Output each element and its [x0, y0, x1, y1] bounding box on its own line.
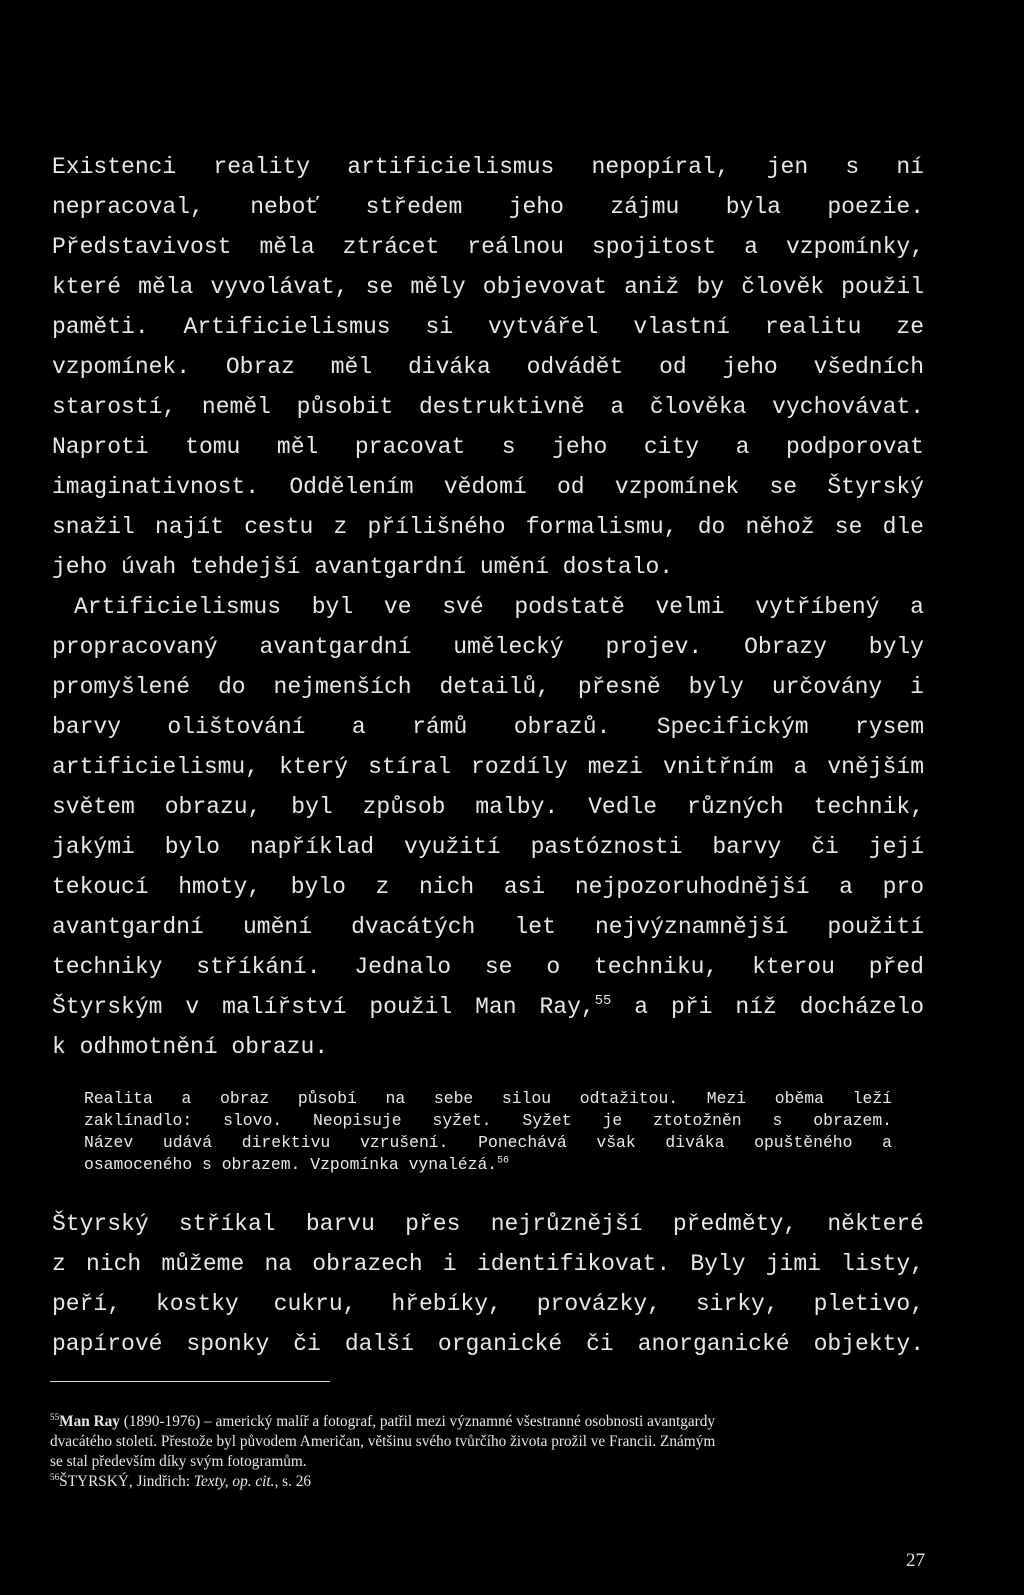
- body-line-text: a při níž docházelo: [611, 994, 924, 1020]
- body-line: které měla vyvolávat, se měly objevovat aniž by člověk použil: [52, 274, 924, 300]
- footnote-separator: [50, 1381, 330, 1382]
- body-line: papírové sponky či další organické či anorganické objekty.: [52, 1331, 924, 1357]
- body-line: Štyrský stříkal barvu přes nejrůznější předměty, některé: [52, 1211, 924, 1237]
- footnote-page: , s. 26: [274, 1473, 312, 1490]
- body-line: vzpomínek. Obraz měl diváka odvádět od jeho všedních: [52, 354, 924, 380]
- body-line: jeho úvah tehdejší avantgardní umění dostalo.: [52, 554, 674, 580]
- footnote-55-line-3: se stal především díky svým fotogramům.: [50, 1453, 307, 1470]
- footnote-number: 56: [50, 1472, 60, 1483]
- body-line: Artificielismus byl ve své podstatě velmi vytříbený a: [74, 594, 924, 620]
- footnote-55-line-2: dvacátého století. Přestože byl původem Američan, většinu svého tvůrčího života prožil ve Francii. Známým: [50, 1433, 716, 1450]
- body-line: paměti. Artificielismus si vytvářel vlastní realitu ze: [52, 314, 924, 340]
- body-line: Existenci reality artificielismus nepopíral, jen s ní: [52, 154, 924, 180]
- body-line: tekoucí hmoty, bylo z nich asi nejpozoruhodnější a pro: [52, 874, 924, 900]
- footnote-author: ŠTYRSKÝ, Jindřich:: [59, 1473, 194, 1490]
- footnote-name: Man Ray: [59, 1413, 120, 1430]
- body-line: nepracoval, neboť středem jeho zájmu byla poezie.: [52, 194, 924, 220]
- quote-line: Realita a obraz působí na sebe silou odtažitou. Mezi oběma leží: [84, 1089, 892, 1108]
- body-line: techniky stříkání. Jednalo se o techniku, kterou před: [52, 954, 924, 980]
- body-line: Představivost měla ztrácet reálnou spojitost a vzpomínky,: [52, 234, 924, 260]
- footnote-number: 55: [50, 1412, 60, 1423]
- body-line: peří, kostky cukru, hřebíky, provázky, sirky, pletivo,: [52, 1291, 924, 1317]
- body-line-text: Štyrským v malířství použil Man Ray,: [52, 994, 595, 1020]
- footnote-text: (1890-1976) – americký malíř a fotograf, patřil mezi významné všestranné osobnosti avantgardy: [119, 1413, 716, 1430]
- body-line: starostí, neměl působit destruktivně a člověka vychovávat.: [52, 394, 924, 420]
- footnote-title: Texty, op. cit.: [193, 1473, 275, 1490]
- body-line: imaginativnost. Oddělením vědomí od vzpomínek se Štyrský: [52, 474, 924, 500]
- body-line: snažil najít cestu z přílišného formalismu, do něhož se dle: [52, 514, 924, 540]
- quote-line-text: osamoceného s obrazem. Vzpomínka vynalézá.: [84, 1155, 498, 1174]
- body-line: jakými bylo například využití pastóznosti barvy či její: [52, 834, 924, 860]
- quote-line: Název udává direktivu vzrušení. Ponechává však diváka opuštěného a: [84, 1133, 892, 1152]
- quote-line: [84, 1154, 892, 1176]
- body-line: artificielismu, který stíral rozdíly mezi vnitřním a vnějším: [52, 754, 924, 780]
- page-number: 27: [906, 1550, 925, 1571]
- footnote-56: [50, 1472, 925, 1491]
- footnote-ref-56: 56: [497, 1154, 509, 1166]
- body-line: světem obrazu, byl způsob malby. Vedle různých technik,: [52, 794, 924, 820]
- body-line: promyšlené do nejmenších detailů, přesně byly určovány i: [52, 674, 924, 700]
- body-line-with-footnote-ref: [52, 992, 924, 1022]
- body-line: k odhmotnění obrazu.: [52, 1034, 329, 1060]
- body-line: avantgardní umění dvacátých let nejvýznamnější použití: [52, 914, 924, 940]
- body-line: barvy olištování a rámů obrazů. Specifickým rysem: [52, 714, 924, 740]
- body-line: propracovaný avantgardní umělecký projev. Obrazy byly: [52, 634, 924, 660]
- footnote-55: [50, 1412, 925, 1431]
- footnote-ref-55: 55: [594, 994, 612, 1010]
- body-line: z nich můžeme na obrazech i identifikovat. Byly jimi listy,: [52, 1251, 924, 1277]
- body-line: Naproti tomu měl pracovat s jeho city a podporovat: [52, 434, 924, 460]
- quote-line: zaklínadlo: slovo. Neopisuje syžet. Syžet je ztotožněn s obrazem.: [84, 1111, 892, 1130]
